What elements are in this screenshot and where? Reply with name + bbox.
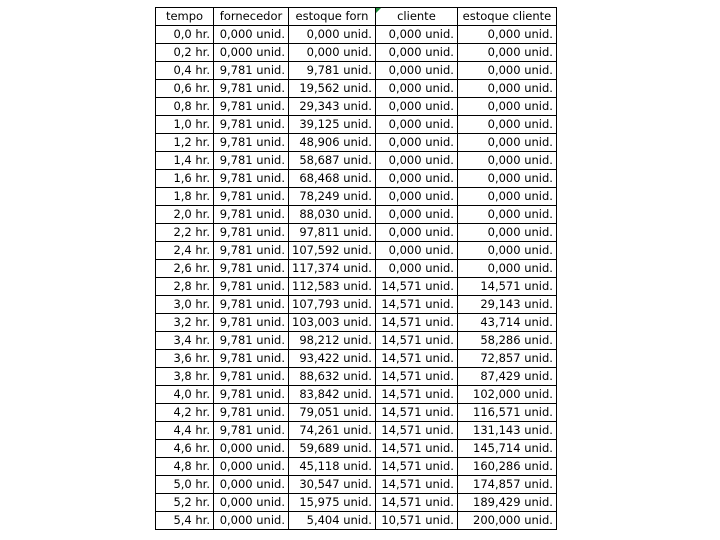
cell-estoque-forn[interactable]: 107,793 unid. xyxy=(289,296,376,314)
cell-cliente[interactable]: 14,571 unid. xyxy=(375,332,457,350)
table-row xyxy=(156,422,557,440)
cell-fornecedor[interactable]: 0,000 unid. xyxy=(214,494,289,512)
cell-estoque-forn[interactable]: 59,689 unid. xyxy=(289,440,376,458)
table-row xyxy=(156,206,557,224)
cell-estoque-forn[interactable]: 15,975 unid. xyxy=(289,494,376,512)
cell-tempo[interactable]: 4,6 hr. xyxy=(156,440,214,458)
cell-tempo[interactable]: 2,4 hr. xyxy=(156,242,214,260)
cell-estoque-cliente[interactable]: 174,857 unid. xyxy=(457,476,556,494)
cell-estoque-forn[interactable]: 58,687 unid. xyxy=(289,152,376,170)
cell-estoque-cliente[interactable]: 0,000 unid. xyxy=(457,188,556,206)
cell-estoque-cliente[interactable]: 0,000 unid. xyxy=(457,98,556,116)
cell-estoque-forn[interactable]: 98,212 unid. xyxy=(289,332,376,350)
cell-estoque-forn[interactable]: 78,249 unid. xyxy=(289,188,376,206)
table-row xyxy=(156,368,557,386)
cell-cliente[interactable]: 14,571 unid. xyxy=(375,404,457,422)
cell-fornecedor[interactable]: 0,000 unid. xyxy=(214,476,289,494)
cell-cliente[interactable]: 0,000 unid. xyxy=(375,260,457,278)
cell-fornecedor[interactable]: 9,781 unid. xyxy=(214,314,289,332)
cell-tempo[interactable]: 1,0 hr. xyxy=(156,116,214,134)
cell-fornecedor[interactable]: 9,781 unid. xyxy=(214,404,289,422)
cell-fornecedor[interactable]: 0,000 unid. xyxy=(214,26,289,44)
cell-estoque-forn[interactable]: 112,583 unid. xyxy=(289,278,376,296)
cell-estoque-forn[interactable]: 88,632 unid. xyxy=(289,368,376,386)
cell-estoque-cliente[interactable]: 0,000 unid. xyxy=(457,134,556,152)
table-row xyxy=(156,170,557,188)
cell-estoque-forn[interactable]: 79,051 unid. xyxy=(289,404,376,422)
cell-fornecedor[interactable]: 0,000 unid. xyxy=(214,458,289,476)
cell-tempo[interactable]: 2,0 hr. xyxy=(156,206,214,224)
cell-estoque-forn[interactable]: 93,422 unid. xyxy=(289,350,376,368)
cell-tempo[interactable]: 1,2 hr. xyxy=(156,134,214,152)
column-header-estoque-forn[interactable]: estoque forn xyxy=(289,8,376,26)
cell-fornecedor[interactable]: 9,781 unid. xyxy=(214,188,289,206)
cell-cliente[interactable]: 14,571 unid. xyxy=(375,494,457,512)
cell-cliente[interactable]: 0,000 unid. xyxy=(375,116,457,134)
cell-tempo[interactable]: 4,2 hr. xyxy=(156,404,214,422)
table-row xyxy=(156,44,557,62)
cell-tempo[interactable]: 1,8 hr. xyxy=(156,188,214,206)
table-row xyxy=(156,188,557,206)
cell-estoque-forn[interactable]: 29,343 unid. xyxy=(289,98,376,116)
table-row xyxy=(156,404,557,422)
cell-tempo[interactable]: 1,6 hr. xyxy=(156,170,214,188)
table-row xyxy=(156,512,557,530)
cell-estoque-forn[interactable]: 97,811 unid. xyxy=(289,224,376,242)
cell-cliente[interactable]: 0,000 unid. xyxy=(375,26,457,44)
cell-cliente[interactable]: 0,000 unid. xyxy=(375,242,457,260)
cell-estoque-cliente[interactable]: 0,000 unid. xyxy=(457,116,556,134)
cell-tempo[interactable]: 4,8 hr. xyxy=(156,458,214,476)
cell-estoque-cliente[interactable]: 0,000 unid. xyxy=(457,242,556,260)
cell-estoque-forn[interactable]: 45,118 unid. xyxy=(289,458,376,476)
cell-fornecedor[interactable]: 9,781 unid. xyxy=(214,242,289,260)
cell-fornecedor[interactable]: 9,781 unid. xyxy=(214,422,289,440)
table-row xyxy=(156,260,557,278)
cell-fornecedor[interactable]: 9,781 unid. xyxy=(214,134,289,152)
cell-cliente[interactable]: 0,000 unid. xyxy=(375,62,457,80)
table-row xyxy=(156,350,557,368)
table-row xyxy=(156,152,557,170)
cell-cliente[interactable]: 14,571 unid. xyxy=(375,386,457,404)
cell-cliente[interactable]: 0,000 unid. xyxy=(375,80,457,98)
cell-cliente[interactable]: 14,571 unid. xyxy=(375,440,457,458)
cell-fornecedor[interactable]: 9,781 unid. xyxy=(214,278,289,296)
cell-tempo[interactable]: 5,2 hr. xyxy=(156,494,214,512)
cell-cliente[interactable]: 0,000 unid. xyxy=(375,152,457,170)
cell-estoque-cliente[interactable]: 72,857 unid. xyxy=(457,350,556,368)
cell-estoque-cliente[interactable]: 145,714 unid. xyxy=(457,440,556,458)
cell-estoque-cliente[interactable]: 0,000 unid. xyxy=(457,62,556,80)
cell-fornecedor[interactable]: 9,781 unid. xyxy=(214,296,289,314)
column-header-cliente-label: cliente xyxy=(397,9,436,23)
column-header-cliente[interactable] xyxy=(375,8,457,26)
cell-tempo[interactable]: 3,4 hr. xyxy=(156,332,214,350)
cell-comment-indicator[interactable] xyxy=(376,8,381,13)
cell-fornecedor[interactable]: 9,781 unid. xyxy=(214,80,289,98)
cell-estoque-forn[interactable]: 0,000 unid. xyxy=(289,44,376,62)
cell-cliente[interactable]: 0,000 unid. xyxy=(375,134,457,152)
table-row xyxy=(156,98,557,116)
cell-fornecedor[interactable]: 9,781 unid. xyxy=(214,386,289,404)
table-row xyxy=(156,116,557,134)
cell-estoque-cliente[interactable]: 29,143 unid. xyxy=(457,296,556,314)
table-row xyxy=(156,278,557,296)
table-row xyxy=(156,134,557,152)
cell-tempo[interactable]: 3,0 hr. xyxy=(156,296,214,314)
spreadsheet-table xyxy=(155,7,557,530)
cell-cliente[interactable]: 10,571 unid. xyxy=(375,512,457,530)
table-row xyxy=(156,296,557,314)
cell-estoque-cliente[interactable]: 87,429 unid. xyxy=(457,368,556,386)
cell-cliente[interactable]: 14,571 unid. xyxy=(375,278,457,296)
cell-estoque-cliente[interactable]: 200,000 unid. xyxy=(457,512,556,530)
cell-estoque-forn[interactable]: 107,592 unid. xyxy=(289,242,376,260)
table-row xyxy=(156,440,557,458)
cell-estoque-forn[interactable]: 19,562 unid. xyxy=(289,80,376,98)
cell-tempo[interactable]: 4,0 hr. xyxy=(156,386,214,404)
cell-estoque-cliente[interactable]: 116,571 unid. xyxy=(457,404,556,422)
cell-estoque-cliente[interactable]: 58,286 unid. xyxy=(457,332,556,350)
cell-fornecedor[interactable]: 9,781 unid. xyxy=(214,368,289,386)
cell-estoque-forn[interactable]: 88,030 unid. xyxy=(289,206,376,224)
column-header-tempo[interactable]: tempo xyxy=(156,8,214,26)
cell-estoque-forn[interactable]: 117,374 unid. xyxy=(289,260,376,278)
cell-tempo[interactable]: 5,0 hr. xyxy=(156,476,214,494)
cell-tempo[interactable]: 2,2 hr. xyxy=(156,224,214,242)
cell-estoque-forn[interactable]: 68,468 unid. xyxy=(289,170,376,188)
table-row xyxy=(156,224,557,242)
cell-estoque-forn[interactable]: 83,842 unid. xyxy=(289,386,376,404)
cell-estoque-cliente[interactable]: 102,000 unid. xyxy=(457,386,556,404)
table-row xyxy=(156,476,557,494)
header-row xyxy=(156,8,557,26)
cell-cliente[interactable]: 0,000 unid. xyxy=(375,188,457,206)
cell-estoque-forn[interactable]: 74,261 unid. xyxy=(289,422,376,440)
cell-cliente[interactable]: 0,000 unid. xyxy=(375,224,457,242)
cell-tempo[interactable]: 3,6 hr. xyxy=(156,350,214,368)
cell-cliente[interactable]: 14,571 unid. xyxy=(375,458,457,476)
cell-estoque-cliente[interactable]: 0,000 unid. xyxy=(457,44,556,62)
cell-estoque-cliente[interactable]: 0,000 unid. xyxy=(457,170,556,188)
column-header-estoque-cliente[interactable]: estoque cliente xyxy=(457,8,556,26)
cell-estoque-cliente[interactable]: 0,000 unid. xyxy=(457,206,556,224)
cell-estoque-forn[interactable]: 9,781 unid. xyxy=(289,62,376,80)
table-row xyxy=(156,314,557,332)
cell-cliente[interactable]: 14,571 unid. xyxy=(375,296,457,314)
cell-fornecedor[interactable]: 0,000 unid. xyxy=(214,44,289,62)
cell-cliente[interactable]: 0,000 unid. xyxy=(375,44,457,62)
cell-fornecedor[interactable]: 0,000 unid. xyxy=(214,440,289,458)
table-row xyxy=(156,458,557,476)
cell-cliente[interactable]: 14,571 unid. xyxy=(375,476,457,494)
cell-estoque-cliente[interactable]: 189,429 unid. xyxy=(457,494,556,512)
cell-cliente[interactable]: 0,000 unid. xyxy=(375,98,457,116)
cell-tempo[interactable]: 2,6 hr. xyxy=(156,260,214,278)
cell-tempo[interactable]: 4,4 hr. xyxy=(156,422,214,440)
cell-estoque-cliente[interactable]: 160,286 unid. xyxy=(457,458,556,476)
cell-tempo[interactable]: 3,8 hr. xyxy=(156,368,214,386)
cell-fornecedor[interactable]: 9,781 unid. xyxy=(214,170,289,188)
cell-fornecedor[interactable]: 9,781 unid. xyxy=(214,62,289,80)
table-row xyxy=(156,26,557,44)
cell-fornecedor[interactable]: 0,000 unid. xyxy=(214,512,289,530)
table-row xyxy=(156,332,557,350)
cell-tempo[interactable]: 0,2 hr. xyxy=(156,44,214,62)
cell-estoque-cliente[interactable]: 0,000 unid. xyxy=(457,152,556,170)
table-row xyxy=(156,80,557,98)
cell-cliente[interactable]: 14,571 unid. xyxy=(375,314,457,332)
cell-fornecedor[interactable]: 9,781 unid. xyxy=(214,116,289,134)
cell-tempo[interactable]: 5,4 hr. xyxy=(156,512,214,530)
table-body xyxy=(156,26,557,530)
cell-estoque-cliente[interactable]: 0,000 unid. xyxy=(457,260,556,278)
column-header-fornecedor[interactable]: fornecedor xyxy=(214,8,289,26)
table-row xyxy=(156,386,557,404)
cell-cliente[interactable]: 14,571 unid. xyxy=(375,368,457,386)
cell-tempo[interactable]: 0,0 hr. xyxy=(156,26,214,44)
table-row xyxy=(156,494,557,512)
cell-estoque-cliente[interactable]: 0,000 unid. xyxy=(457,224,556,242)
cell-cliente[interactable]: 14,571 unid. xyxy=(375,350,457,368)
cell-estoque-forn[interactable]: 39,125 unid. xyxy=(289,116,376,134)
cell-estoque-forn[interactable]: 30,547 unid. xyxy=(289,476,376,494)
cell-fornecedor[interactable]: 9,781 unid. xyxy=(214,350,289,368)
cell-cliente[interactable]: 14,571 unid. xyxy=(375,422,457,440)
cell-fornecedor[interactable]: 9,781 unid. xyxy=(214,98,289,116)
cell-estoque-cliente[interactable]: 0,000 unid. xyxy=(457,80,556,98)
cell-tempo[interactable]: 1,4 hr. xyxy=(156,152,214,170)
table-row xyxy=(156,62,557,80)
cell-cliente[interactable]: 0,000 unid. xyxy=(375,170,457,188)
cell-fornecedor[interactable]: 9,781 unid. xyxy=(214,260,289,278)
cell-estoque-cliente[interactable]: 131,143 unid. xyxy=(457,422,556,440)
cell-estoque-cliente[interactable]: 14,571 unid. xyxy=(457,278,556,296)
cell-fornecedor[interactable]: 9,781 unid. xyxy=(214,206,289,224)
cell-estoque-forn[interactable]: 0,000 unid. xyxy=(289,26,376,44)
cell-tempo[interactable]: 3,2 hr. xyxy=(156,314,214,332)
cell-tempo[interactable]: 0,6 hr. xyxy=(156,80,214,98)
cell-estoque-forn[interactable]: 103,003 unid. xyxy=(289,314,376,332)
cell-fornecedor[interactable]: 9,781 unid. xyxy=(214,224,289,242)
cell-estoque-forn[interactable]: 5,404 unid. xyxy=(289,512,376,530)
cell-estoque-cliente[interactable]: 43,714 unid. xyxy=(457,314,556,332)
cell-tempo[interactable]: 2,8 hr. xyxy=(156,278,214,296)
cell-tempo[interactable]: 0,8 hr. xyxy=(156,98,214,116)
cell-cliente[interactable]: 0,000 unid. xyxy=(375,206,457,224)
cell-fornecedor[interactable]: 9,781 unid. xyxy=(214,332,289,350)
cell-fornecedor[interactable]: 9,781 unid. xyxy=(214,152,289,170)
cell-tempo[interactable]: 0,4 hr. xyxy=(156,62,214,80)
table-row xyxy=(156,242,557,260)
cell-estoque-cliente[interactable]: 0,000 unid. xyxy=(457,26,556,44)
cell-estoque-forn[interactable]: 48,906 unid. xyxy=(289,134,376,152)
